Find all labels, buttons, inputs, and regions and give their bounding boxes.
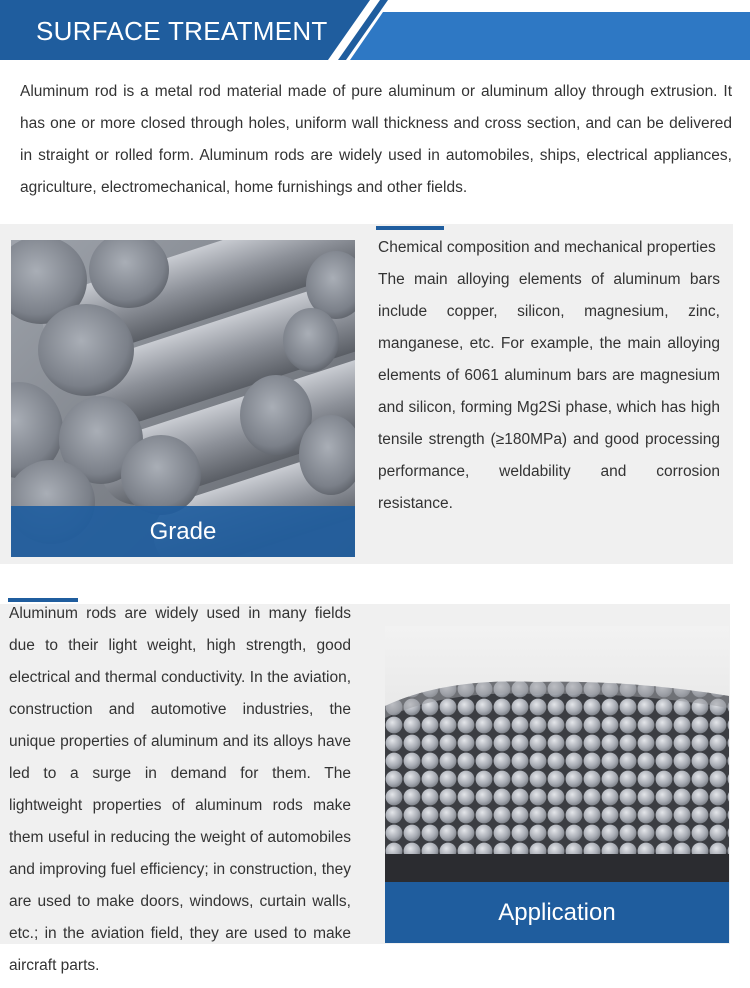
application-caption: Application [498,898,616,926]
application-body: Aluminum rods are widely used in many fields due to their light weight, high strength, good electrical and thermal conductivity. In the aviation, construction and automotive industries, the unique properties of aluminum and its alloys have led to a surge in demand for them. The lightweight properties of aluminum rods make them useful in reducing the weight of automobiles and improving fuel efficiency; in construction, they are used to make doors, windows, curtain walls, etc.; in the aviation field, they are used to make aircraft parts. [9,605,351,974]
intro-paragraph: Aluminum rod is a metal rod material made of pure aluminum or aluminum alloy through extrusion. It has one or more closed through holes, uniform wall thickness and cross section, and can be delivered in straight or rolled form. Aluminum rods are widely used in automobiles, ships, electrical appliances, agriculture, electromechanical, home furnishings and other fields. [20,83,732,196]
grade-heading: Chemical composition and mechanical properties [378,239,716,256]
header-banner [0,0,750,70]
grade-text-block [378,232,720,520]
grade-body: The main alloying elements of aluminum bars include copper, silicon, magnesium, zinc, manganese, etc. For example, the main alloying elements of 6061 aluminum bars are magnesium and silicon, forming Mg2Si phase, which has high tensile strength (≥180MPa) and good processing performance, weldability and corrosion resistance. [378,271,720,512]
grade-photo [11,240,355,557]
section-accent-bar [376,226,444,230]
application-photo [385,626,729,943]
page-title: SURFACE TREATMENT [36,16,328,46]
grade-caption: Grade [149,517,217,545]
